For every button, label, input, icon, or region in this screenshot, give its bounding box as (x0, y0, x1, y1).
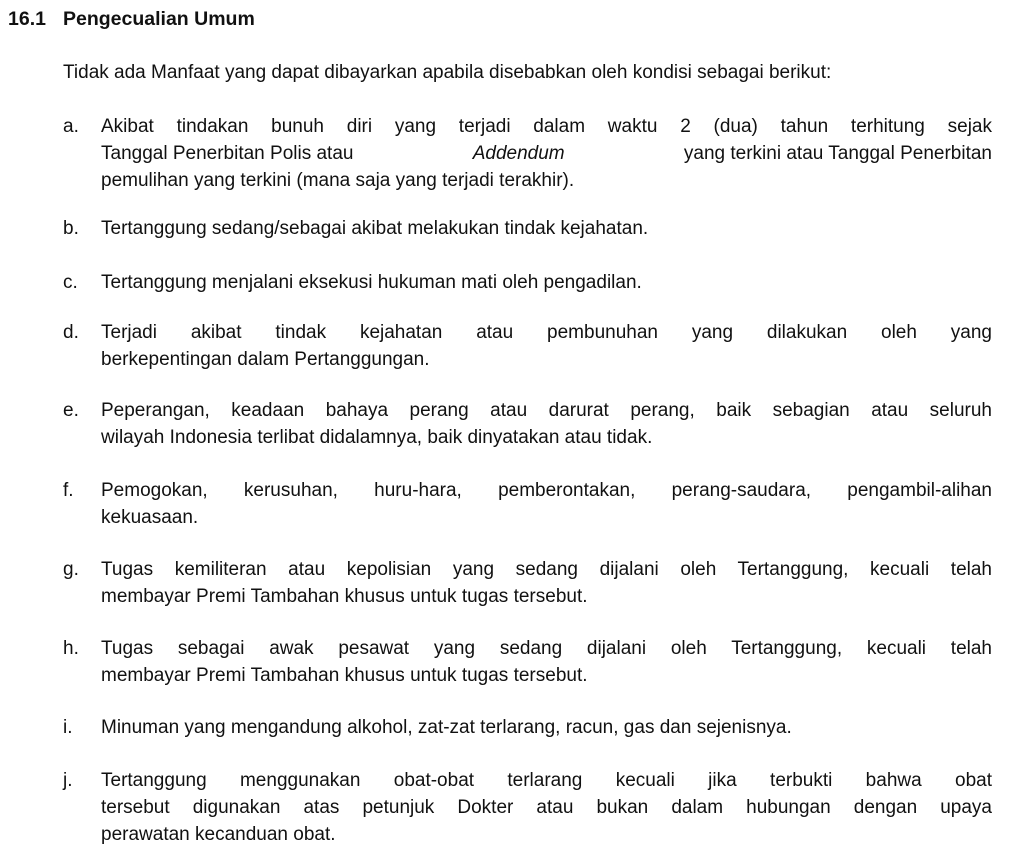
item-line: Tertanggung sedang/sebagai akibat melakukan tindak kejahatan. (101, 218, 649, 239)
section-title: Pengecualian Umum (63, 8, 255, 30)
item-text: Tanggal Penerbitan Polis atau (101, 143, 354, 164)
item-line: Tertanggung menggunakan obat-obat terlarang kecuali jika terbukti bahwa obat (101, 770, 992, 791)
item-line: berkepentingan dalam Pertanggungan. (101, 349, 430, 370)
item-line: Pemogokan, kerusuhan, huru-hara, pemberontakan, perang-saudara, pengambil-alihan (101, 480, 992, 501)
item-line: membayar Premi Tambahan khusus untuk tugas tersebut. (101, 665, 588, 686)
item-letter: j. (63, 770, 73, 791)
item-letter: e. (63, 400, 79, 421)
item-letter: a. (63, 116, 79, 137)
item-line (101, 143, 992, 165)
item-line: Minuman yang mengandung alkohol, zat-zat terlarang, racun, gas dan sejenisnya. (101, 717, 792, 738)
item-line: Akibat tindakan bunuh diri yang terjadi dalam waktu 2 (dua) tahun terhitung sejak (101, 116, 992, 137)
item-line: Tugas kemiliteran atau kepolisian yang sedang dijalani oleh Tertanggung, kecuali telah (101, 559, 992, 580)
item-letter: i. (63, 717, 73, 738)
item-letter: f. (63, 480, 74, 501)
item-letter: b. (63, 218, 79, 239)
item-letter: h. (63, 638, 79, 659)
section-number: 16.1 (8, 8, 46, 30)
item-text: yang terkini atau Tanggal Penerbitan (683, 143, 992, 164)
item-letter: d. (63, 322, 79, 343)
item-line: wilayah Indonesia terlibat didalamnya, baik dinyatakan atau tidak. (101, 427, 653, 448)
item-line: Peperangan, keadaan bahaya perang atau darurat perang, baik sebagian atau seluruh (101, 400, 992, 421)
item-letter: g. (63, 559, 79, 580)
item-line: perawatan kecanduan obat. (101, 824, 336, 845)
item-line: membayar Premi Tambahan khusus untuk tugas tersebut. (101, 586, 588, 607)
item-line: Terjadi akibat tindak kejahatan atau pembunuhan yang dilakukan oleh yang (101, 322, 992, 343)
item-line: tersebut digunakan atas petunjuk Dokter atau bukan dalam hubungan dengan upaya (101, 797, 992, 818)
item-line: pemulihan yang terkini (mana saja yang terjadi terakhir). (101, 170, 575, 191)
item-letter: c. (63, 272, 78, 293)
intro-paragraph: Tidak ada Manfaat yang dapat dibayarkan apabila disebabkan oleh kondisi sebagai berikut: (63, 62, 832, 83)
item-line: Tertanggung menjalani eksekusi hukuman mati oleh pengadilan. (101, 272, 642, 293)
item-line: kekuasaan. (101, 507, 199, 528)
item-line: Tugas sebagai awak pesawat yang sedang dijalani oleh Tertanggung, kecuali telah (101, 638, 992, 659)
item-text-italic: Addendum (472, 143, 565, 164)
